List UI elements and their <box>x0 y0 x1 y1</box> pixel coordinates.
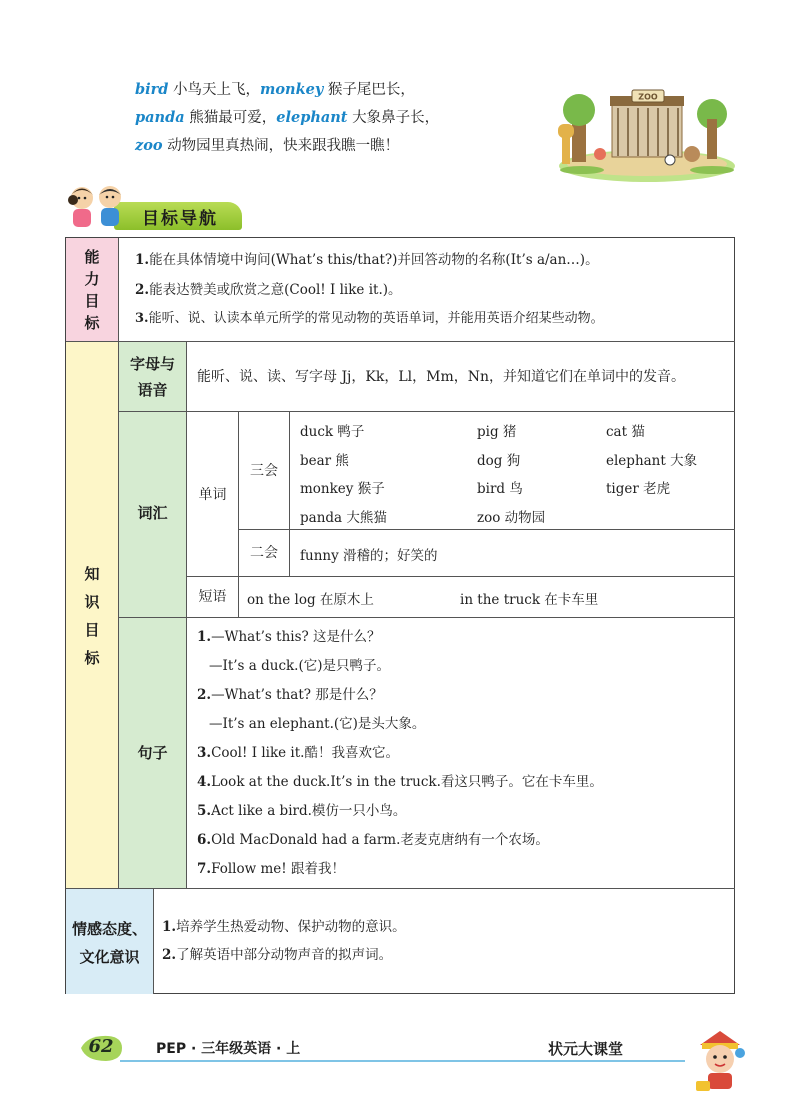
ability-content-cell <box>119 238 735 342</box>
vocab-word: funny 滑稽的；好笑的 <box>300 548 438 564</box>
emotion-label-cell <box>66 889 154 994</box>
three-words-cell <box>290 412 735 530</box>
ability-label-char: 标 <box>84 314 100 332</box>
letters-label-cell <box>119 342 187 412</box>
knowledge-label-char: 知 <box>84 565 100 583</box>
sentences-cell <box>187 618 735 889</box>
vocab-word: duck 鸭子 <box>300 424 365 440</box>
ability-item: 1.能在具体情境中询问(What’s this/that?)并回答动物的名称(It’s a/an…)。 <box>135 252 599 268</box>
letters-label: 语音 <box>137 381 168 399</box>
ability-label-char: 力 <box>84 270 100 288</box>
vocab-word: monkey 猴子 <box>300 481 385 497</box>
rhyme-keyword: bird <box>135 81 169 98</box>
words-label: 单词 <box>198 487 227 503</box>
knowledge-label-cell <box>66 342 119 889</box>
vocab-word: cat 猫 <box>606 424 645 440</box>
two-label-cell <box>239 530 290 577</box>
vocab-word: bird 鸟 <box>477 481 523 497</box>
three-label: 三会 <box>250 463 278 479</box>
phrase: on the log 在原木上 <box>247 592 374 608</box>
section-title: 目标导航 <box>142 209 218 229</box>
rhyme-line-1 <box>135 76 465 104</box>
two-words-cell <box>290 530 735 577</box>
intro-rhyme <box>135 76 465 160</box>
section-banner <box>64 182 244 234</box>
page-number-badge <box>78 1033 124 1063</box>
knowledge-label-char: 标 <box>84 649 100 667</box>
rhyme-keyword: monkey <box>260 81 324 98</box>
ability-label-char: 能 <box>84 248 100 266</box>
page-number: 62 <box>88 1036 114 1057</box>
rhyme-text: 小鸟天上飞， <box>173 82 261 98</box>
words-label-cell <box>187 412 239 577</box>
rhyme-text: 熊猫最可爱， <box>189 110 277 126</box>
zoo-illustration <box>552 84 738 184</box>
sentences-label-cell <box>119 618 187 889</box>
sentence-line: —It’s a duck.(它)是只鸭子。 <box>209 658 391 674</box>
rhyme-line-3 <box>135 132 465 160</box>
zoo-sign-text: ZOO <box>638 92 658 102</box>
brand-name: 状元大课堂 <box>548 1040 624 1058</box>
rhyme-keyword: panda <box>135 109 185 126</box>
phrases-cell <box>239 577 735 618</box>
sentence-line: 4.Look at the duck.It’s in the truck.看这只鸭子。它在卡车里。 <box>197 774 603 790</box>
emotion-label: 文化意识 <box>79 948 140 966</box>
ability-label-char: 目 <box>84 292 100 310</box>
emotion-label: 情感态度、 <box>71 920 147 938</box>
letters-content-cell <box>187 342 735 412</box>
rhyme-text: 动物园里真热闹，快来跟我瞧一瞧！ <box>167 138 400 154</box>
sentence-line: —It’s an elephant.(它)是头大象。 <box>209 716 426 732</box>
vocab-word: dog 狗 <box>477 453 521 469</box>
ability-item: 3.能听、说、认读本单元所学的常见动物的英语单词，并能用英语介绍某些动物。 <box>135 311 604 326</box>
rhyme-line-2 <box>135 104 465 132</box>
book-title: PEP · 三年级英语 · 上 <box>156 1041 301 1057</box>
sentence-line: 3.Cool! I like it.酷！我喜欢它。 <box>197 745 399 761</box>
knowledge-label-char: 目 <box>84 621 100 639</box>
goals-table <box>65 237 735 994</box>
phrase-label: 短语 <box>198 589 227 605</box>
phrase-label-cell <box>187 577 239 618</box>
letters-text: 能听、说、读、写字母 Jj，Kk，Ll，Mm，Nn，并知道它们在单词中的发音。 <box>197 369 685 385</box>
vocab-word: panda 大熊猫 <box>300 510 387 526</box>
rhyme-keyword: elephant <box>276 109 348 126</box>
vocab-label: 词汇 <box>137 504 168 522</box>
vocab-label-cell <box>119 412 187 618</box>
sentence-line: 1.—What’s this? 这是什么？ <box>197 629 381 645</box>
vocab-word: tiger 老虎 <box>606 481 671 497</box>
three-label-cell <box>239 412 290 530</box>
vocab-word: bear 熊 <box>300 453 349 469</box>
two-label: 二会 <box>250 545 278 561</box>
sentence-line: 6.Old MacDonald had a farm.老麦克唐纳有一个农场。 <box>197 832 549 848</box>
sentence-line: 5.Act like a bird.模仿一只小鸟。 <box>197 803 407 819</box>
vocab-word: pig 猪 <box>477 424 517 440</box>
letters-label: 字母与 <box>129 355 175 373</box>
emotion-item: 2.了解英语中部分动物声音的拟声词。 <box>162 947 393 963</box>
mascot-icon <box>688 1025 752 1095</box>
emotion-item: 1.培养学生热爱动物、保护动物的意识。 <box>162 919 406 935</box>
rhyme-text: 猴子尾巴长， <box>327 82 415 98</box>
rhyme-text: 大象鼻子长， <box>352 110 440 126</box>
ability-label-cell <box>66 238 119 342</box>
sentence-line: 2.—What’s that? 那是什么？ <box>197 687 383 703</box>
vocab-word: elephant 大象 <box>606 453 698 469</box>
sentence-line: 7.Follow me! 跟着我！ <box>197 861 345 877</box>
ability-item: 2.能表达赞美或欣赏之意(Cool! I like it.)。 <box>135 282 402 298</box>
emotion-content-cell <box>154 889 735 994</box>
sentences-label: 句子 <box>137 744 168 762</box>
knowledge-label-char: 识 <box>84 593 100 611</box>
phrase: in the truck 在卡车里 <box>460 592 599 608</box>
footer-rule <box>120 1060 685 1062</box>
vocab-word: zoo 动物园 <box>477 510 546 526</box>
rhyme-keyword: zoo <box>135 137 163 154</box>
kids-icon <box>64 182 134 234</box>
